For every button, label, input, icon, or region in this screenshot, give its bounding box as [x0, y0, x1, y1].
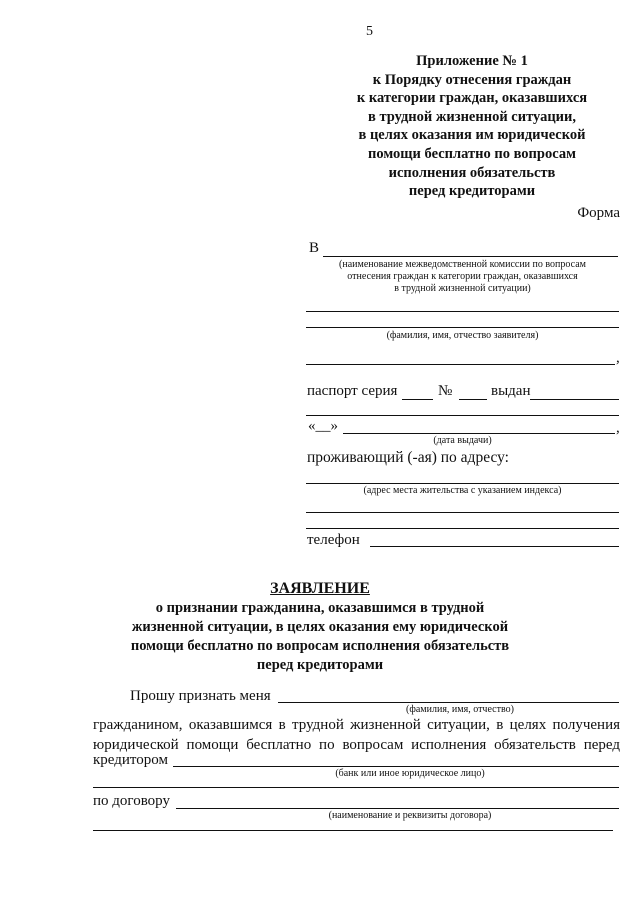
address-field-3[interactable]	[306, 528, 619, 529]
commission-field[interactable]	[323, 256, 618, 257]
statement-subtitle-2: жизненной ситуации, в целях оказания ему юридической	[131, 619, 509, 635]
form-label: Форма	[577, 205, 620, 221]
issued-by-field-2[interactable]	[306, 415, 619, 416]
appendix-line: в целях оказания им юридической	[358, 127, 586, 144]
passport-series-label: паспорт серия	[307, 383, 398, 399]
applicant-field-3[interactable]	[306, 364, 615, 365]
statement-subtitle-1: о признании гражданина, оказавшимся в трудной	[155, 600, 485, 616]
address-field-1[interactable]	[306, 483, 619, 484]
to-prefix: В	[309, 240, 320, 256]
fio-field[interactable]	[278, 702, 619, 703]
commission-caption-2: отнесения граждан к категории граждан, оказавшихся	[347, 271, 578, 282]
appendix-line: Приложение № 1	[416, 53, 528, 69]
contract-label: по договору	[93, 793, 170, 809]
bank-caption: (банк или иное юридическое лицо)	[335, 768, 485, 779]
date-caption: (дата выдачи)	[433, 435, 492, 446]
address-caption: (адрес места жительства с указанием индекса)	[363, 485, 562, 496]
page-number: 5	[366, 24, 373, 39]
creditor-label: кредитором	[93, 752, 168, 768]
number-sign: №	[438, 383, 453, 399]
appendix-line: исполнения обязательств	[388, 164, 556, 181]
passport-number-field[interactable]	[459, 399, 487, 400]
address-field-2[interactable]	[306, 512, 619, 513]
fio-caption: (фамилия, имя, отчество)	[406, 704, 514, 715]
comma-2: ,	[616, 420, 620, 436]
contract-field[interactable]	[176, 808, 619, 809]
commission-caption-3: в трудной жизненной ситуации)	[394, 283, 531, 294]
statement-subtitle-4: перед кредиторами	[256, 657, 384, 673]
applicant-caption: (фамилия, имя, отчество заявителя)	[386, 330, 539, 341]
applicant-field-2[interactable]	[306, 327, 619, 328]
appendix-line: к Порядку отнесения граждан	[372, 71, 572, 88]
contract-field-2[interactable]	[93, 830, 613, 831]
commission-caption-1: (наименование межведомственной комиссии по вопросам	[339, 259, 586, 270]
issued-label: выдан	[491, 383, 531, 399]
phone-label: телефон	[307, 532, 360, 548]
creditor-field[interactable]	[173, 766, 619, 767]
issue-date-field[interactable]	[343, 433, 615, 434]
statement-body-1: гражданином, оказавшимся в трудной жизненной ситуации, в целях получения	[93, 717, 620, 733]
contract-caption: (наименование и реквизиты договора)	[328, 810, 492, 821]
appendix-line: в трудной жизненной ситуации,	[367, 108, 577, 125]
statement-title: ЗАЯВЛЕНИЕ	[270, 580, 370, 597]
appendix-header	[322, 52, 622, 201]
request-label: Прошу признать меня	[130, 688, 271, 704]
appendix-line: к категории граждан, оказавшихся	[356, 90, 588, 107]
phone-field[interactable]	[370, 546, 619, 547]
residing-label: проживающий (-ая) по адресу:	[307, 449, 509, 466]
applicant-field-1[interactable]	[306, 311, 619, 312]
issued-by-field[interactable]	[530, 399, 619, 400]
statement-body-2: юридической помощи бесплатно по вопросам исполнения обязательств перед	[93, 737, 620, 753]
passport-series-field[interactable]	[402, 399, 433, 400]
appendix-line: помощи бесплатно по вопросам	[368, 145, 576, 162]
comma: ,	[616, 350, 620, 366]
appendix-line: перед кредиторами	[408, 183, 536, 200]
date-quotes: «__»	[308, 418, 338, 434]
statement-subtitle-3: помощи бесплатно по вопросам исполнения обязательств	[130, 638, 510, 654]
creditor-field-2[interactable]	[93, 787, 619, 788]
